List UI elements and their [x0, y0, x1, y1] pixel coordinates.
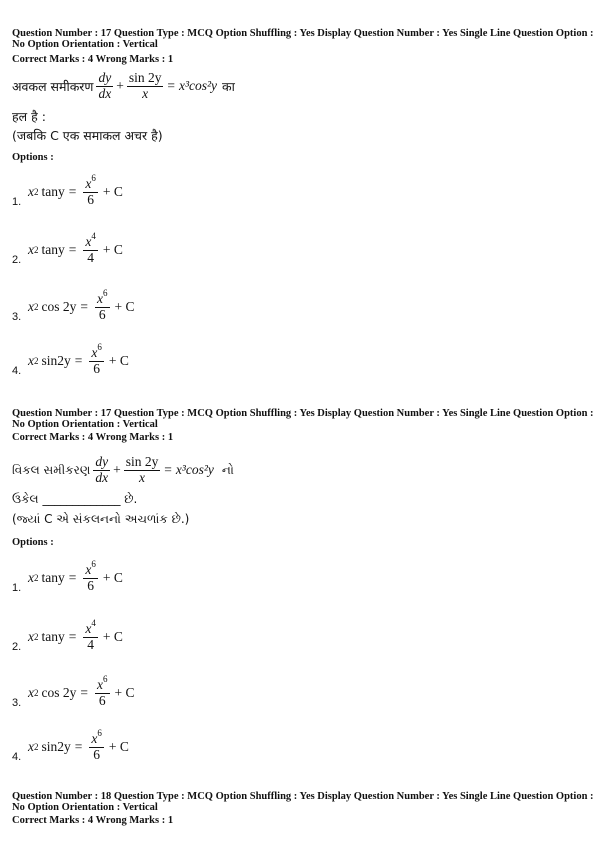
lhs-function: tany [41, 570, 65, 585]
option-number: 4. [12, 365, 22, 377]
lhs-variable: x [28, 629, 34, 644]
stem-prefix: વિકલ સમીકરણ [12, 462, 91, 477]
option-number: 1. [12, 582, 22, 594]
stem-prefix: अवकल समीकरण [12, 78, 94, 94]
fraction-numerator [89, 342, 104, 361]
fraction-denominator: x [139, 469, 145, 485]
numerator-variable: x [91, 345, 98, 361]
lhs-variable: x [28, 353, 34, 368]
lhs-function: tany [41, 184, 65, 199]
question-header [12, 408, 594, 430]
lhs-variable: x [28, 242, 34, 257]
numerator-exponent: 6 [91, 559, 96, 570]
fraction-denominator: 4 [87, 636, 94, 652]
equals-sign: = [68, 184, 77, 199]
fraction-numerator [89, 728, 104, 747]
numerator-variable: x [85, 234, 92, 250]
lhs-function: tany [41, 629, 65, 644]
question-header-line: No Option Orientation : Vertical [12, 419, 158, 430]
equals-sign: = [80, 685, 88, 700]
equation-rhs: = x³cos²y [163, 462, 214, 477]
plus-sign: + [113, 462, 121, 477]
lhs-function: sin2y [41, 739, 71, 754]
constant-term: + C [102, 242, 123, 257]
question-header [12, 28, 594, 50]
lhs-variable: x [28, 184, 34, 199]
numerator-exponent: 4 [91, 618, 96, 629]
question-stem [12, 68, 235, 104]
stem-word: ઉકેલ [12, 492, 39, 506]
numerator-variable: x [85, 621, 92, 637]
fraction-denominator: 6 [87, 577, 94, 593]
equals-sign: = [68, 570, 77, 585]
constant-term: + C [102, 570, 123, 585]
option-fraction [83, 173, 98, 207]
constant-term: + C [114, 685, 135, 700]
option-equation: x 2 sin2y = $\frac{x^6}{6}$ + C [28, 728, 129, 762]
option-number: 3. [12, 697, 22, 709]
constant-term: + C [102, 629, 123, 644]
fraction-numerator [83, 231, 98, 250]
lhs-function: sin2y [41, 353, 71, 368]
fraction-numerator [83, 618, 98, 637]
lhs-function: tany [41, 242, 65, 257]
option-equation: x 2 cos 2y = $\frac{x^6}{6}$ + C [28, 674, 135, 708]
numerator-exponent: 6 [97, 728, 102, 739]
fraction-denominator: 6 [98, 306, 106, 322]
option-fraction [89, 342, 104, 376]
sine-fraction [124, 455, 161, 484]
stem-suffix: का [222, 78, 235, 94]
question-header-line: Question Number : 17 Question Type : MCQ Option Shuffling : Yes Display Question Number : Yes Single Line Question Option : [12, 408, 594, 419]
fraction-denominator: 6 [98, 692, 106, 708]
fraction-denominator: dx [95, 469, 109, 485]
equals-sign: = [80, 299, 88, 314]
lhs-variable: x [28, 739, 34, 754]
numerator-exponent: 4 [91, 231, 96, 242]
fraction-numerator: sin 2y [125, 454, 159, 470]
marks-line: Correct Marks : 4 Wrong Marks : 1 [12, 432, 174, 443]
option-equation: x 2 sin2y = $\frac{x^6}{6}$ + C [28, 342, 129, 376]
numerator-variable: x [97, 677, 103, 693]
option-number: 2. [12, 641, 22, 653]
options-label: Options : [12, 537, 54, 548]
stem-suffix: નો [221, 462, 234, 477]
option-number: 2. [12, 254, 22, 266]
answer-blank: _____________ [42, 492, 121, 506]
options-label: Options : [12, 152, 54, 163]
equals-sign: = [74, 353, 83, 368]
question-header-line: Question Number : 17 Question Type : MCQ Option Shuffling : Yes Display Question Number : Yes Single Line Question Option : [12, 28, 594, 39]
lhs-variable: x [28, 570, 34, 585]
constant-term: + C [108, 739, 129, 754]
option-number: 4. [12, 751, 22, 763]
stem-word: છે. [124, 492, 138, 506]
question-header-line: No Option Orientation : Vertical [12, 802, 158, 813]
stem-line: हल है : [12, 109, 46, 124]
option-equation: x 2 tany = $\frac{x^6}{6}$ + C [28, 173, 123, 207]
fraction-numerator [83, 173, 98, 192]
derivative-fraction [96, 71, 113, 100]
equals-sign: = [68, 629, 77, 644]
constant-term: + C [102, 184, 123, 199]
fraction-numerator [83, 559, 98, 578]
numerator-exponent: 6 [97, 342, 102, 353]
lhs-variable: x [28, 685, 34, 700]
numerator-variable: x [85, 176, 92, 192]
question-header-line: Question Number : 18 Question Type : MCQ Option Shuffling : Yes Display Question Number : Yes Single Line Question Option : [12, 791, 594, 802]
numerator-exponent: 6 [91, 173, 96, 184]
option-equation: x 2 tany = $\frac{x^4}{4}$ + C [28, 618, 123, 652]
fraction-denominator: 6 [93, 746, 101, 762]
marks-line: Correct Marks : 4 Wrong Marks : 1 [12, 54, 174, 65]
option-equation: x 2 tany = $\frac{x^4}{4}$ + C [28, 231, 123, 265]
fraction-numerator: sin 2y [128, 70, 162, 86]
option-number: 3. [12, 311, 22, 323]
option-equation: x 2 cos 2y = $\frac{x^6}{6}$ + C [28, 288, 135, 322]
equals-sign: = [68, 242, 77, 257]
stem-line: (जबकि C एक समाकल अचर है) [12, 128, 163, 143]
option-fraction [89, 728, 104, 762]
stem-line: (જ્યાં C એ સંકલનનો અચળાંક છે.) [12, 512, 190, 526]
equation-rhs: = x³cos²y [166, 78, 218, 93]
fraction-numerator [95, 288, 110, 307]
lhs-variable: x [28, 299, 34, 314]
option-fraction [83, 231, 98, 265]
derivative-fraction [93, 455, 110, 484]
stem-line [12, 492, 137, 507]
numerator-exponent: 6 [103, 288, 108, 299]
option-fraction [95, 288, 110, 322]
fraction-numerator: dy [98, 70, 112, 86]
fraction-denominator: 4 [87, 249, 94, 265]
question-stem [12, 452, 234, 488]
option-fraction [83, 618, 98, 652]
fraction-numerator: dy [95, 454, 109, 470]
option-equation: x 2 tany = $\frac{x^6}{6}$ + C [28, 559, 123, 593]
equals-sign: = [74, 739, 83, 754]
sine-fraction [127, 71, 164, 100]
question-header-line: No Option Orientation : Vertical [12, 39, 158, 50]
question-header [12, 791, 594, 813]
fraction-denominator: x [142, 85, 149, 101]
plus-sign: + [116, 78, 124, 93]
constant-term: + C [108, 353, 129, 368]
lhs-function: cos 2y [41, 299, 77, 314]
option-fraction [83, 559, 98, 593]
numerator-variable: x [97, 291, 103, 307]
fraction-denominator: 6 [87, 191, 94, 207]
numerator-variable: x [91, 731, 98, 747]
marks-line: Correct Marks : 4 Wrong Marks : 1 [12, 815, 174, 826]
fraction-denominator: 6 [93, 360, 101, 376]
numerator-variable: x [85, 562, 92, 578]
option-number: 1. [12, 196, 22, 208]
lhs-function: cos 2y [41, 685, 77, 700]
fraction-numerator [95, 674, 110, 693]
numerator-exponent: 6 [103, 674, 108, 685]
constant-term: + C [114, 299, 135, 314]
option-fraction [95, 674, 110, 708]
fraction-denominator: dx [98, 85, 112, 101]
